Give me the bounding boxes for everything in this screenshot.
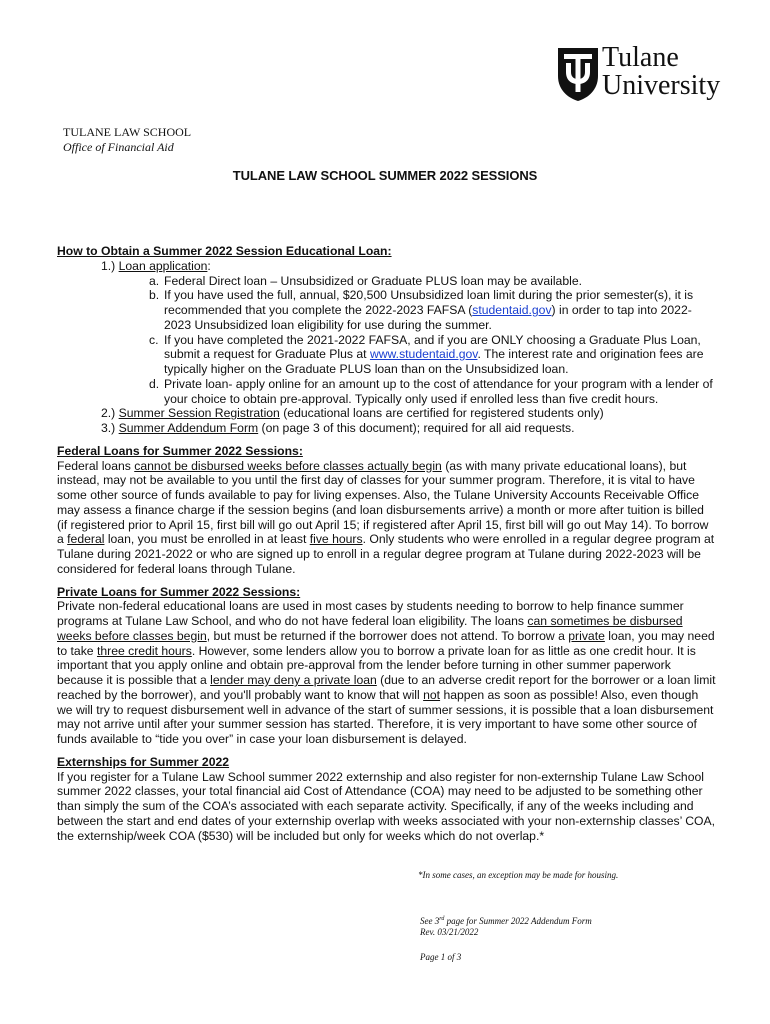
list-item-a bbox=[57, 274, 717, 289]
letterhead bbox=[63, 125, 191, 155]
text-part: (on page 3 of this document); required for all aid requests. bbox=[258, 421, 575, 435]
document-title: TULANE LAW SCHOOL SUMMER 2022 SESSIONS bbox=[232, 168, 538, 183]
text-part: (educational loans are certified for registered students only) bbox=[279, 406, 604, 421]
sub-text: Federal Direct loan – Unsubsidized or Graduate PLUS loan may be available. bbox=[164, 273, 582, 288]
tulane-shield-icon bbox=[556, 46, 600, 102]
text-part: page for Summer 2022 Addendum Form bbox=[444, 916, 592, 926]
text-part: Private non-federal educational loans are used in most cases by students needing to borrow to help finance summer programs at Tulane Law School, and who do not have federal loan eligibility. The loans bbox=[57, 599, 684, 628]
underlined-text: five hours bbox=[309, 532, 363, 547]
text-part: loan, you may need to take bbox=[57, 628, 715, 658]
sub-label: d. bbox=[149, 376, 160, 391]
list-item-registration bbox=[57, 406, 717, 421]
list-number: 3.) bbox=[101, 421, 116, 435]
list-item-loan-application bbox=[57, 259, 717, 274]
revision-date: Rev. 03/21/2022 bbox=[420, 927, 479, 937]
logo-line-1: Tulane bbox=[602, 42, 679, 73]
text-part: loan, you must be enrolled in at least bbox=[104, 532, 310, 547]
colon: : bbox=[207, 258, 211, 273]
list-number: 1.) bbox=[101, 258, 116, 273]
studentaid-link[interactable]: studentaid.gov bbox=[472, 303, 552, 317]
text-part: If you have completed the 2021-2022 FAFSA, and if you are ONLY choosing a Graduate Plus Loan, submit a request for Graduate Plus at bbox=[164, 332, 701, 362]
sub-label: b. bbox=[149, 288, 160, 303]
summer-session-registration-link[interactable]: Summer Session Registration bbox=[118, 406, 280, 421]
document-body bbox=[57, 244, 717, 843]
section-heading-private: Private Loans for Summer 2022 Sessions: bbox=[57, 584, 301, 599]
text-part: . The interest rate and origination fees are typically higher on the Graduate PLUS loan than on the Unsubsidized loan. bbox=[164, 347, 704, 376]
underlined-text: lender may deny a private loan bbox=[210, 673, 377, 687]
text-part: Federal loans bbox=[57, 458, 135, 473]
underlined-text: three credit hours bbox=[96, 643, 192, 658]
text-part: . Only students who were enrolled in a regular degree program at Tulane during 2021-2022 or who are signed up to enroll in a regular degree program at Tulane during 2022-2023 will be considered for federal loans through Tulane. bbox=[57, 532, 715, 576]
externship-paragraph: If you register for a Tulane Law School summer 2022 externship and also register for non-externship Tulane Law School summer 2022 classes, your total financial aid Cost of Attendance (COA) may need to be adjusted to be something other than simply the sum of the COA’s associated with each separate activity. Specifically, if any of the weeks including and between the start and end dates of your externship overlap with weeks associated with your non-externship classes’ COA, the externship/week COA ($530) will be included but only for weeks which do not overlap.* bbox=[57, 769, 716, 843]
section-heading-externships: Externships for Summer 2022 bbox=[57, 754, 230, 769]
text-part: , but must be returned if the borrower does not attend. To borrow a bbox=[206, 628, 569, 643]
private-paragraph bbox=[57, 599, 717, 747]
underlined-text: cannot be disbursed weeks before classes actually begin bbox=[134, 458, 442, 473]
sub-label: a. bbox=[149, 273, 160, 288]
underlined-text: can sometimes be disbursed weeks before classes begin bbox=[57, 614, 683, 643]
sub-text: Private loan- apply online for an amount up to the cost of attendance for your program with a lender of your choice to obtain pre-approval. Typically only used if enrolled less than five credit hours. bbox=[164, 376, 713, 406]
text-part: (due to an adverse credit report for the borrower or a loan limit reached by the borrower), and you'll probably want to know that will bbox=[57, 673, 716, 702]
list-item-c bbox=[57, 333, 717, 377]
page-number: Page 1 of 3 bbox=[420, 952, 462, 962]
text-part: (as with many private educational loans), but instead, may not be available to you until the first day of classes for your summer program. Therefore, it is vital to have some other source of funds available to pay for living expenses. Also, the Tulane University Accounts Receivable Office may assess a finance charge if the session begins (and loan disbursements arrive) a month or more after tuition is billed (if registered prior to April 15, first bill will go out April 15; if registered after April 15, first bill will go out May 14). To borrow a bbox=[57, 458, 709, 547]
list-item-b bbox=[57, 288, 717, 332]
underlined-text: private bbox=[568, 628, 605, 643]
list-item-d bbox=[57, 377, 717, 407]
school-name: TULANE LAW SCHOOL bbox=[63, 125, 192, 139]
sub-text bbox=[164, 333, 717, 377]
section-heading-obtain: How to Obtain a Summer 2022 Session Educational Loan: bbox=[57, 244, 392, 258]
summer-addendum-form-link[interactable]: Summer Addendum Form bbox=[118, 421, 259, 435]
section-heading-federal: Federal Loans for Summer 2022 Sessions: bbox=[57, 443, 303, 458]
underlined-text: not bbox=[423, 687, 441, 702]
sub-text bbox=[164, 288, 717, 332]
list-item-addendum bbox=[57, 421, 717, 436]
text-part: happen as soon as possible! Also, even though we will try to request disbursement well in advance of the start of summer sessions, it is possible that a loan disbursement may not arrive until after your summer session has started. Therefore, it is very important to have some other source of funds available to “tide you over” in case your loan disbursement is delayed. bbox=[57, 687, 714, 746]
office-name: Office of Financial Aid bbox=[63, 140, 174, 154]
text-part: . However, some lenders allow you to borrow a private loan for as little as one credit hour. It is important that you apply online and obtain pre-approval from the lender before turning in other summer paperwork because it is possible that a bbox=[57, 643, 696, 687]
federal-paragraph bbox=[57, 459, 717, 577]
studentaid-www-link[interactable]: www.studentaid.gov bbox=[369, 347, 478, 362]
text-part: See 3 bbox=[420, 916, 440, 926]
list-number: 2.) bbox=[101, 406, 116, 421]
see-page-note bbox=[420, 916, 592, 938]
sub-label: c. bbox=[149, 332, 159, 347]
loan-application-link[interactable]: Loan application bbox=[118, 258, 208, 273]
logo-line-2: University bbox=[602, 70, 721, 101]
underlined-text: federal bbox=[67, 532, 105, 547]
text-part: ) in order to tap into 2022-2023 Unsubsidized loan eligibility for use during the summer. bbox=[164, 303, 692, 332]
footnote: *In some cases, an exception may be made for housing. bbox=[418, 870, 619, 880]
tulane-university-logo bbox=[556, 42, 731, 104]
ordinal-suffix: rd bbox=[439, 916, 445, 922]
text-part: If you have used the full, annual, $20,500 Unsubsidized loan limit during the prior semester(s), it is recommended that you complete the 2022-2023 FAFSA ( bbox=[164, 288, 694, 317]
